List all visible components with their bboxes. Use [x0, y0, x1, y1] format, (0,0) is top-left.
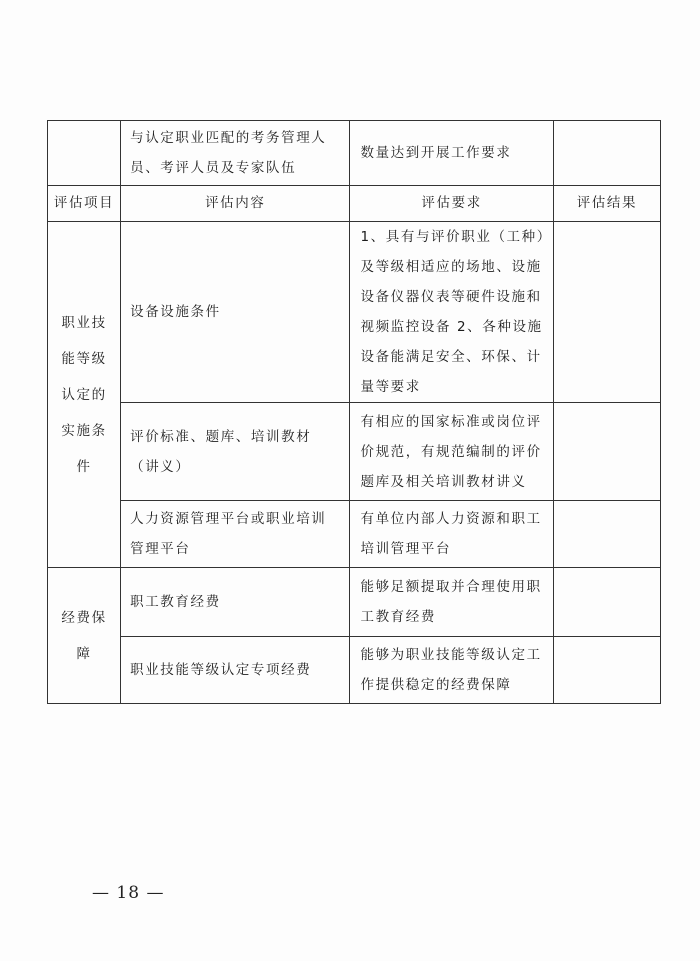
item-label: 职业技能等级认定的实施条件 — [61, 314, 107, 475]
content-cell: 评价标准、题库、培训教材（讲义） — [121, 403, 350, 501]
table-row — [48, 568, 661, 637]
content-cell: 人力资源管理平台或职业培训管理平台 — [121, 501, 350, 568]
header-row — [48, 186, 661, 222]
requirement-cell: 能够足额提取并合理使用职工教育经费 — [350, 568, 553, 637]
content-cell: 设备设施条件 — [121, 222, 350, 403]
requirement-cell: 能够为职业技能等级认定工作提供稳定的经费保障 — [350, 637, 553, 704]
header-item: 评估项目 — [48, 186, 121, 222]
result-cell — [553, 222, 660, 403]
page-number: — 18 — — [92, 883, 165, 903]
header-result: 评估结果 — [553, 186, 660, 222]
table-row — [48, 121, 661, 186]
requirement-cell: 1、具有与评价职业（工种）及等级相适应的场地、设施设备仪器仪表等硬件设施和视频监控设备 2、各种设施设备能满足安全、环保、计量等要求 — [350, 222, 553, 403]
header-requirement: 评估要求 — [350, 186, 553, 222]
result-cell — [553, 403, 660, 501]
item-cell-funding — [48, 568, 121, 704]
result-cell — [553, 568, 660, 637]
result-cell — [553, 637, 660, 704]
content-cell: 与认定职业匹配的考务管理人员、考评人员及专家队伍 — [121, 121, 350, 186]
item-cell-empty — [48, 121, 121, 186]
requirement-cell: 有单位内部人力资源和职工培训管理平台 — [350, 501, 553, 568]
item-label: 经费保障 — [61, 609, 107, 662]
content-cell: 职业技能等级认定专项经费 — [121, 637, 350, 704]
content-cell: 职工教育经费 — [121, 568, 350, 637]
item-cell-conditions — [48, 222, 121, 568]
requirement-cell: 数量达到开展工作要求 — [350, 121, 553, 186]
requirement-cell: 有相应的国家标准或岗位评价规范，有规范编制的评价题库及相关培训教材讲义 — [350, 403, 553, 501]
table-row — [48, 501, 661, 568]
result-cell — [553, 121, 660, 186]
table-row — [48, 637, 661, 704]
table-row — [48, 222, 661, 403]
result-cell — [553, 501, 660, 568]
header-content: 评估内容 — [121, 186, 350, 222]
table-row — [48, 403, 661, 501]
evaluation-table — [47, 120, 661, 704]
